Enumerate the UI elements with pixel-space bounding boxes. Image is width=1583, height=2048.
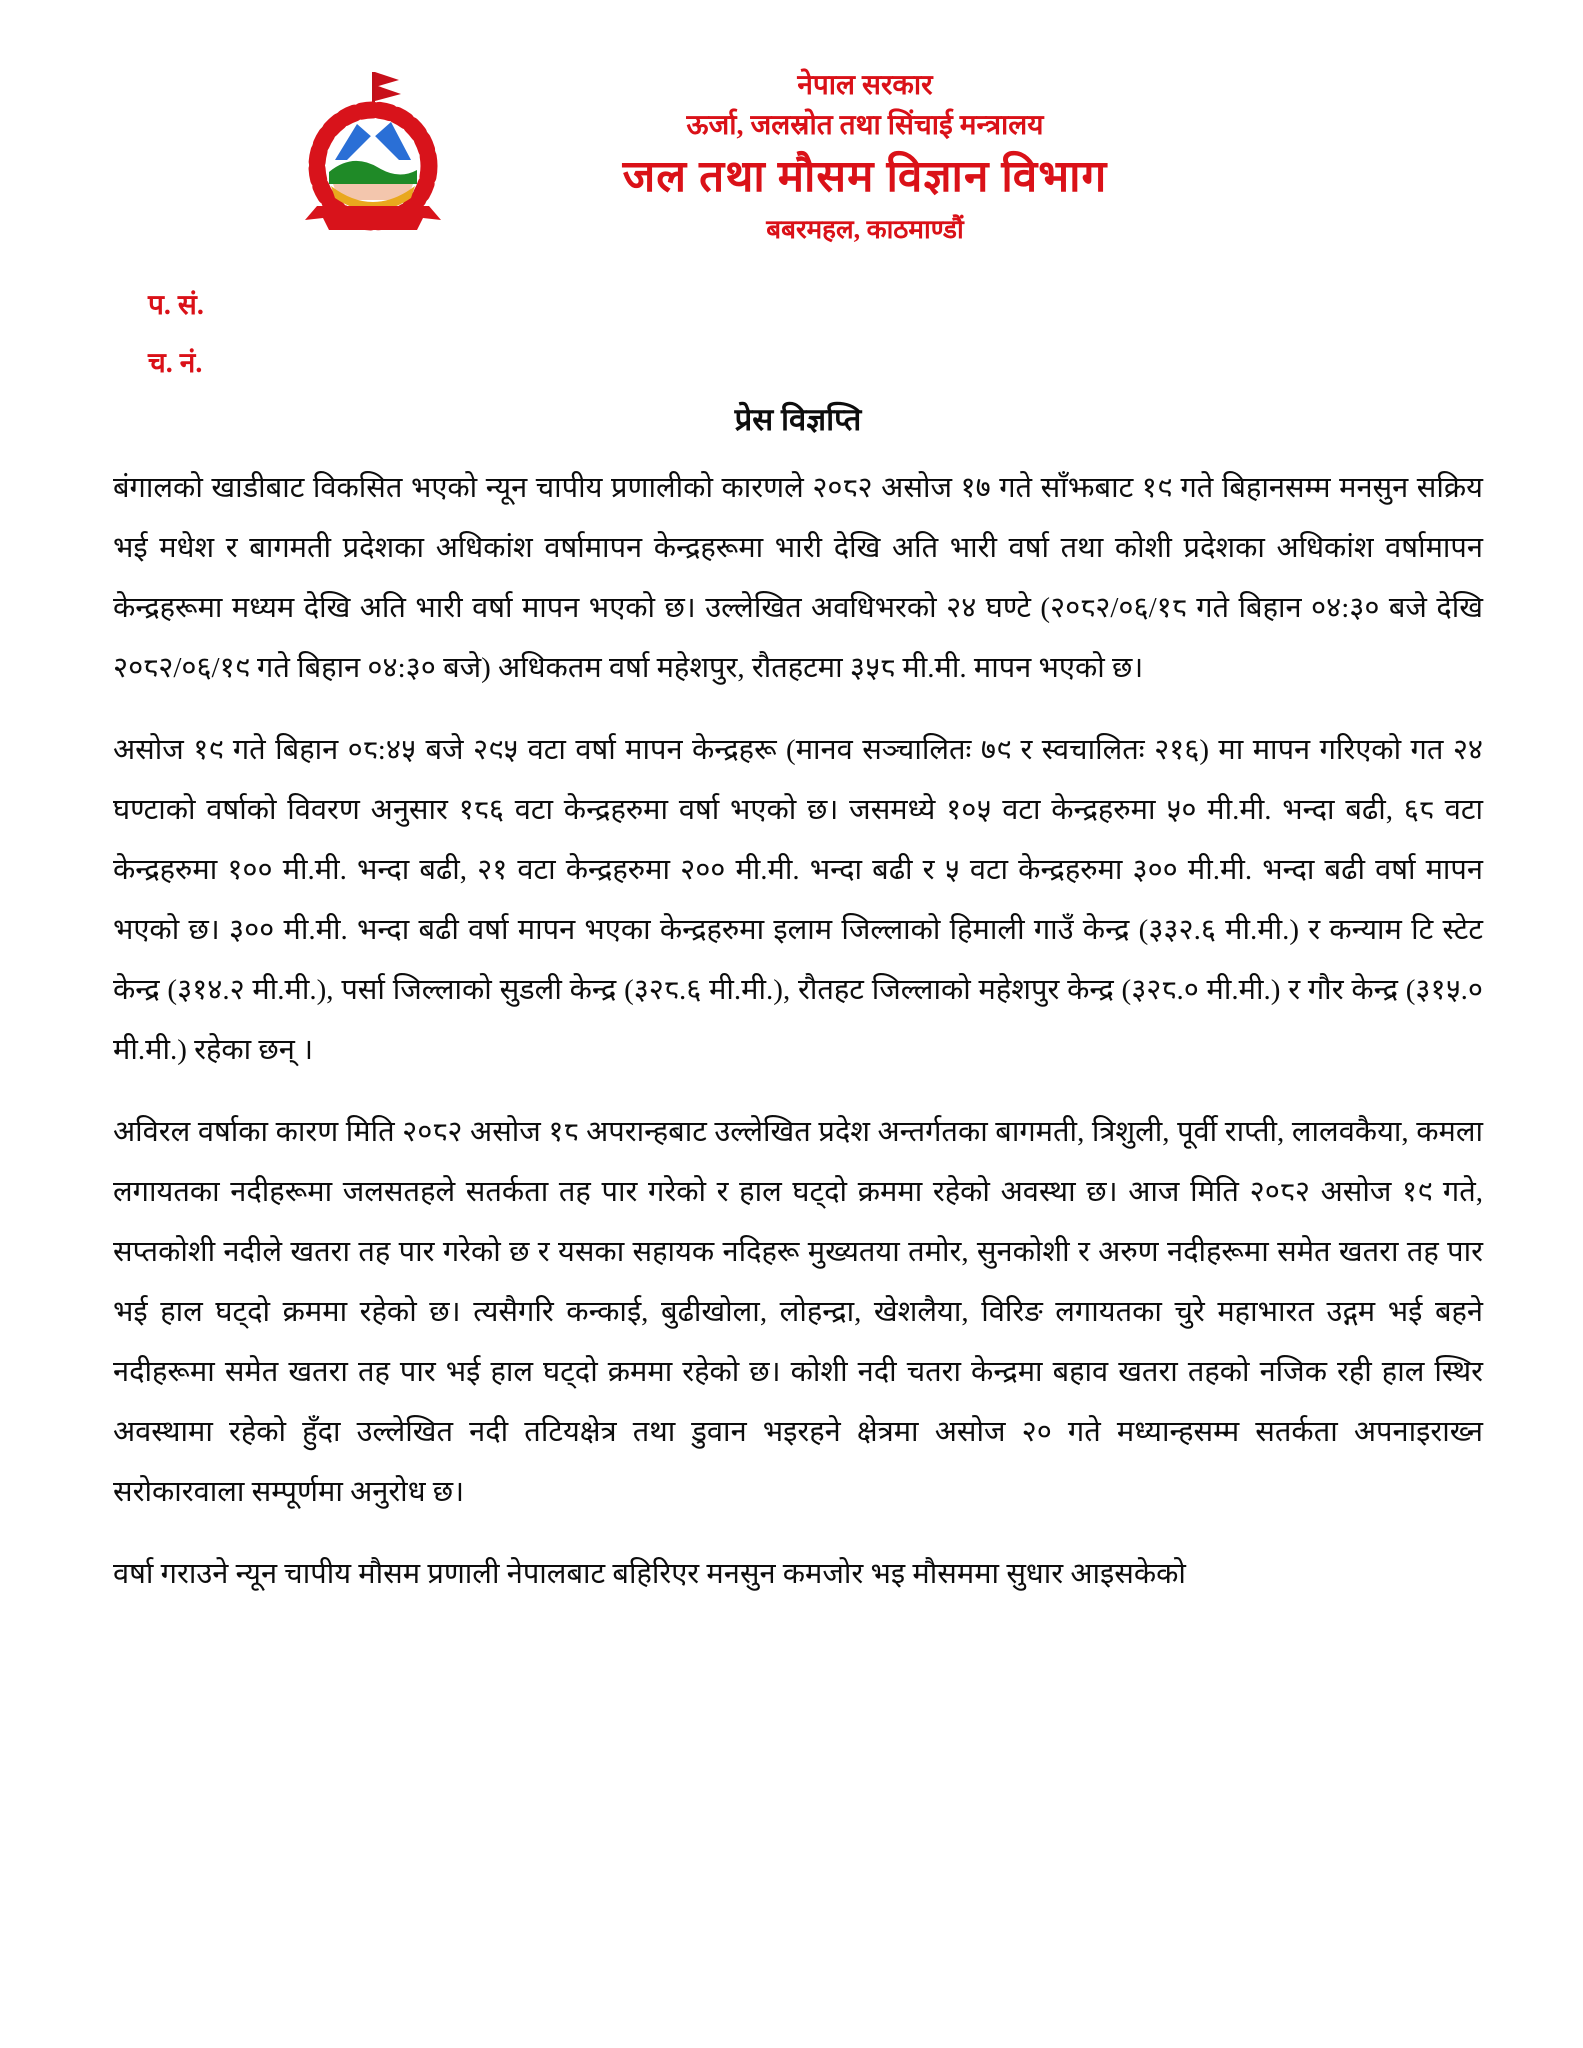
- letter-number-label: च. नं.: [148, 348, 203, 379]
- department-address: बबरमहल, काठमाण्डौं: [766, 214, 964, 244]
- ministry-name: ऊर्जा, जलस्रोत तथा सिंचाई मन्त्रालय: [686, 110, 1044, 142]
- government-name: नेपाल सरकार: [797, 70, 933, 101]
- paragraph-1: बंगालको खाडीबाट विकसित भएको न्यून चापीय प्रणालीको कारणले २०८२ असोज १७ गते साँझबाट १९ गते बिहानसम्म मनसुन सक्रिय भई मधेश र बागमती प्रदेशका अधिकांश वर्षामापन केन्द्रहरूमा भारी देखि अति भारी वर्षा तथा कोशी प्रदेशका अधिकांश वर्षामापन केन्द्रहरूमा मध्यम देखि अति भारी वर्षा मापन भएको छ। उल्लेखित अवधिभरको २४ घण्टे (२०८२/०६/१८ गते बिहान ०४:३० बजे देखि २०८२/०६/१९ गते बिहान ०४:३० बजे) अधिकतम वर्षा महेशपुर, रौतहटमा ३५८ मी.मी. मापन भएको छ।: [113, 472, 1483, 684]
- paragraph-3: अविरल वर्षाका कारण मिति २०८२ असोज १८ अपरान्हबाट उल्लेखित प्रदेश अन्तर्गतका बागमती, त्रिशुली, पूर्वी राप्ती, लालवकैया, कमला लगायतका नदीहरूमा जलसतहले सतर्कता तह पार गरेको र हाल घट्दो क्रममा रहेको अवस्था छ। आज मिति २०८२ असोज १९ गते, सप्तकोशी नदीले खतरा तह पार गरेको छ र यसका सहायक नदिहरू मुख्यतया तमोर, सुनकोशी र अरुण नदीहरूमा समेत खतरा तह पार भई हाल घट्दो क्रममा रहेको छ। त्यसैगरि कन्काई, बुढीखोला, लोहन्द्रा, खेशलैया, विरिङ लगायतका चुरे महाभारत उद्गम भई बहने नदीहरूमा समेत खतरा तह पार भई हाल घट्दो क्रममा रहेको छ। कोशी नदी चतरा केन्द्रमा बहाव खतरा तहको नजिक रही हाल स्थिर अवस्थामा रहेको हुँदा उल्लेखित नदी तटियक्षेत्र तथा डुवान भइरहने क्षेत्रमा असोज २० गते मध्यान्हसम्म सतर्कता अपनाइराख्न सरोकारवाला सम्पूर्णमा अनुरोध छ।: [113, 1116, 1483, 1508]
- emblem-flagpole: [372, 72, 375, 106]
- paragraph-4: वर्षा गराउने न्यून चापीय मौसम प्रणाली नेपालबाट बहिरिएर मनसुन कमजोर भइ मौसममा सुधार आइसकेको: [113, 1558, 1186, 1590]
- nepal-government-emblem-icon: [295, 68, 451, 240]
- ref-number-label: प. सं.: [148, 290, 204, 321]
- emblem-ribbon: [305, 206, 441, 230]
- press-release-body: [113, 458, 1483, 1626]
- emblem-flag-lower: [375, 85, 401, 101]
- page-title: प्रेस विज्ञप्ति: [734, 402, 862, 437]
- paragraph-2: असोज १९ गते बिहान ०८:४५ बजे २९५ वटा वर्षा मापन केन्द्रहरू (मानव सञ्चालितः ७९ र स्वचालितः २१६) मा मापन गरिएको गत २४ घण्टाको वर्षाको विवरण अनुसार १८६ वटा केन्द्रहरुमा वर्षा भएको छ। जसमध्ये १०५ वटा केन्द्रहरुमा ५० मी.मी. भन्दा बढी, ६८ वटा केन्द्रहरुमा १०० मी.मी. भन्दा बढी, २१ वटा केन्द्रहरुमा २०० मी.मी. भन्दा बढी र ५ वटा केन्द्रहरुमा ३०० मी.मी. भन्दा बढी वर्षा मापन भएको छ। ३०० मी.मी. भन्दा बढी वर्षा मापन भएका केन्द्रहरुमा इलाम जिल्लाको हिमाली गाउँ केन्द्र (३३२.६ मी.मी.) र कन्याम टि स्टेट केन्द्र (३१४.२ मी.मी.), पर्सा जिल्लाको सुडली केन्द्र (३२८.६ मी.मी.), रौतहट जिल्लाको महेशपुर केन्द्र (३२८.० मी.मी.) र गौर केन्द्र (३१५.० मी.मी.) रहेका छन् ।: [113, 734, 1483, 1066]
- reference-block: [148, 292, 204, 408]
- emblem-flag-upper: [375, 72, 399, 87]
- department-name: जल तथा मौसम विज्ञान विभाग: [622, 152, 1108, 202]
- letterhead: [455, 70, 1275, 245]
